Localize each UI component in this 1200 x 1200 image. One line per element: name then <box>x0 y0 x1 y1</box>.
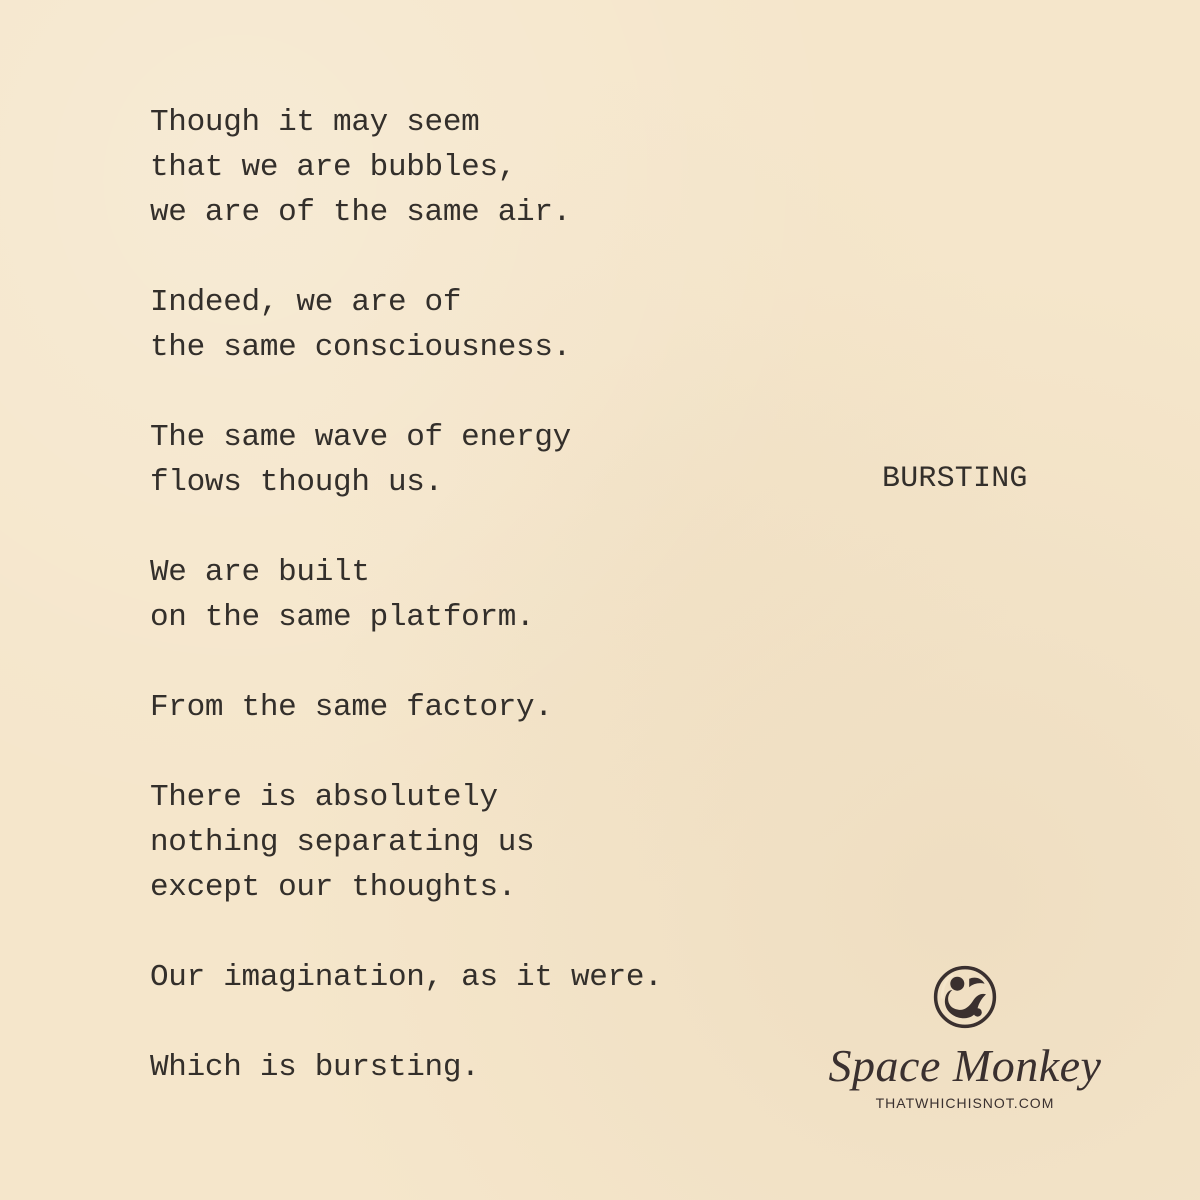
poem-line: Our imagination, as it were. <box>150 960 663 995</box>
poem-stanza-8 <box>150 1045 770 1090</box>
poem-line: flows though us. <box>150 465 443 500</box>
poem-line: on the same platform. <box>150 600 535 635</box>
poem-stanza-6 <box>150 775 770 910</box>
poem-line: except our thoughts. <box>150 870 517 905</box>
brand-name: Space Monkey <box>828 1040 1102 1091</box>
poem-line: we are of the same air. <box>150 195 571 230</box>
poem-line: Though it may seem <box>150 105 480 140</box>
poem-line: There is absolutely <box>150 780 498 815</box>
poem-stanza-5 <box>150 685 770 730</box>
poem-stanza-7 <box>150 955 770 1000</box>
poem-stanza-2 <box>150 280 770 370</box>
poem-line: Which is bursting. <box>150 1050 480 1085</box>
poem-line: the same consciousness. <box>150 330 571 365</box>
poem-line: nothing separating us <box>150 825 535 860</box>
poem-line: We are built <box>150 555 370 590</box>
poem <box>150 100 770 1135</box>
poem-line: Indeed, we are of <box>150 285 462 320</box>
poem-title: BURSTING <box>882 462 1028 496</box>
poem-line: The same wave of energy <box>150 420 571 455</box>
poem-line: that we are bubbles, <box>150 150 517 185</box>
website-label: THATWHICHISNOT.COM <box>875 1095 1055 1111</box>
space-monkey-logo-icon <box>930 962 1000 1032</box>
poem-line: From the same factory. <box>150 690 553 725</box>
poem-stanza-4 <box>150 550 770 640</box>
brand-logo <box>800 962 1130 1112</box>
poem-stanza-1 <box>150 100 770 235</box>
poem-stanza-3 <box>150 415 770 505</box>
